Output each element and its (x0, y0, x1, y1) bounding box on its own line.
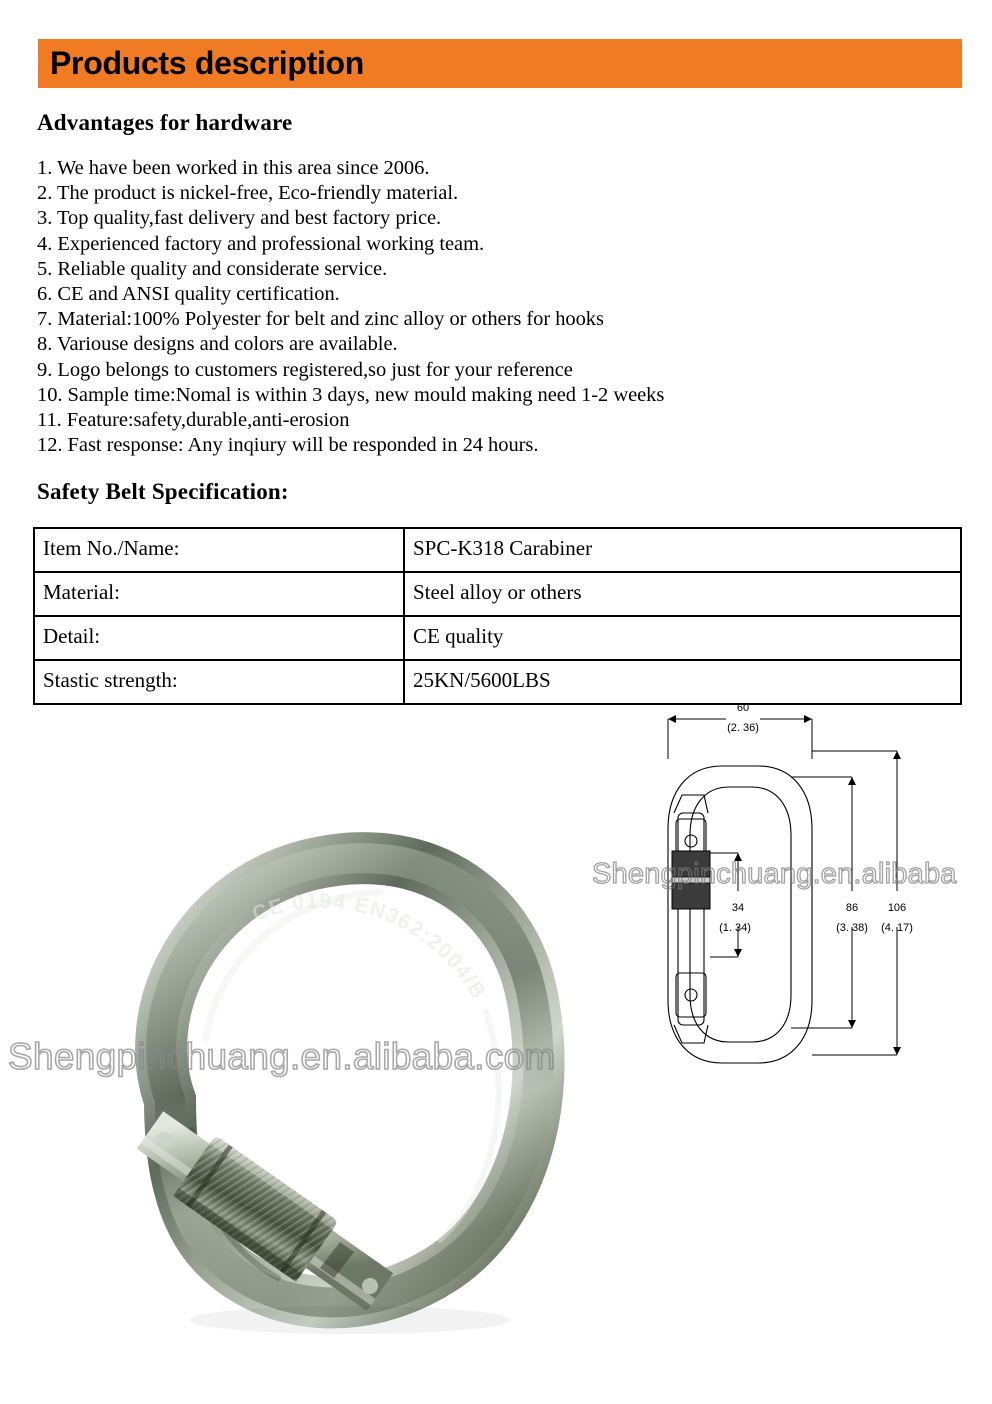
technical-drawing (630, 695, 992, 1097)
gate-pin-bottom (362, 1278, 378, 1294)
list-item: 2. The product is nickel-free, Eco-friendly material. (37, 182, 459, 205)
drawing-pin-bottom (685, 989, 697, 1001)
list-item: 1. We have been worked in this area since 2006. (37, 157, 430, 179)
dimension-labels (719, 702, 913, 934)
table-cell-label: Stastic strength: (34, 660, 404, 704)
table-row (34, 528, 961, 572)
list-item: 4. Experienced factory and professional working team. (37, 232, 485, 255)
table-cell-value: SPC-K318 Carabiner (404, 528, 961, 572)
drawing-lock-sleeve (672, 851, 710, 909)
list-item: 11. Feature:safety,durable,anti-erosion (37, 409, 350, 432)
page-title: Products description (50, 44, 365, 81)
table-row (34, 616, 961, 660)
dim-gate-inch: (1. 34) (719, 922, 751, 934)
dim-width-mm: 60 (736, 702, 750, 714)
drawing-gate (678, 813, 704, 1025)
gate-pin-top (156, 1132, 172, 1148)
dim-outer-height-inch: (4. 17) (881, 922, 913, 934)
photo-shadow (190, 1306, 510, 1334)
products-description-banner (38, 39, 962, 88)
table-cell-label: Item No./Name: (34, 528, 404, 572)
specification-table (33, 527, 962, 705)
table-cell-value: CE quality (404, 616, 961, 660)
list-item: 8. Variouse designs and colors are available. (37, 333, 398, 356)
drawing-hinge-bottom (674, 1025, 708, 1043)
table-cell-label: Detail: (34, 616, 404, 660)
dim-inner-height-mm: 86 (845, 902, 859, 914)
table-cell-label: Material: (34, 572, 404, 616)
advantages-list (37, 156, 737, 458)
list-item: 6. CE and ANSI quality certification. (37, 283, 340, 306)
dim-width-inch: (2. 36) (727, 722, 759, 734)
product-photo (20, 800, 620, 1360)
advantages-heading: Advantages for hardware (37, 110, 293, 135)
carabiner-photo-illustration (20, 800, 620, 1360)
carabiner-dimension-drawing (630, 695, 992, 1097)
list-item: 5. Reliable quality and considerate service. (37, 257, 388, 280)
dim-outer-height-mm: 106 (887, 902, 907, 914)
dim-gate-mm: 34 (731, 902, 745, 914)
table-row (34, 572, 961, 616)
list-item: 10. Sample time:Nomal is within 3 days, new mould making need 1-2 weeks (37, 383, 665, 406)
list-item: 12. Fast response: Any inqiury will be responded in 24 hours. (37, 434, 539, 457)
specification-heading: Safety Belt Specification: (37, 479, 289, 504)
drawing-body-inner (690, 787, 791, 1042)
list-item: 7. Material:100% Polyester for belt and zinc alloy or others for hooks (37, 308, 604, 331)
drawing-watermark: Shengpinchuang.en.alibaba (592, 858, 957, 890)
list-item: 9. Logo belongs to customers registered,so just for your reference (37, 358, 573, 381)
photo-watermark: Shengpinchuang.en.alibaba.com (8, 1036, 556, 1077)
list-item: 3. Top quality,fast delivery and best factory price. (37, 207, 442, 230)
drawing-pin-top (685, 835, 697, 847)
table-cell-value: 25KN/5600LBS (404, 660, 961, 704)
dim-inner-height-inch: (3. 38) (836, 922, 868, 934)
table-cell-value: Steel alloy or others (404, 572, 961, 616)
carabiner-engraving: CE 0194 EN362:2004/B (249, 889, 491, 1004)
